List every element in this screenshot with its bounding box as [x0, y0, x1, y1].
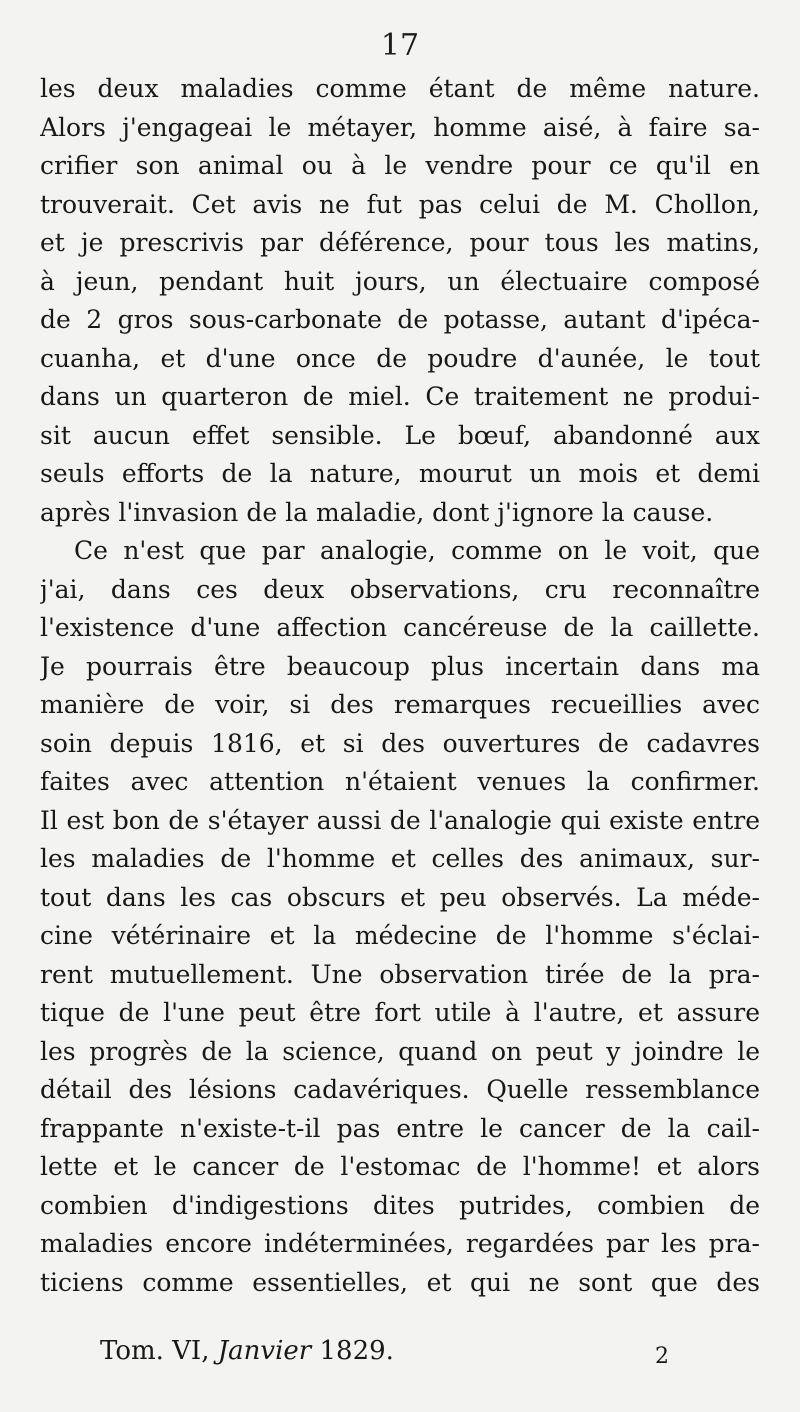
page-number: 17 — [380, 28, 420, 63]
text-line: Il est bon de s'étayer aussi de l'analogie qui existe entre — [40, 805, 760, 835]
text-line: tout dans les cas obscurs et peu observés. La méde- — [40, 882, 760, 912]
issue-year: 1829. — [319, 1336, 394, 1366]
text-line: à jeun, pendant huit jours, un électuaire composé — [40, 266, 760, 296]
text-line: frappante n'existe-t-il pas entre le cancer de la cail- — [40, 1113, 760, 1143]
text-line: l'existence d'une affection cancéreuse de la caillette. — [40, 613, 760, 642]
text-line: les progrès de la science, quand on peut y joindre le — [40, 1036, 760, 1066]
text-line: j'ai, dans ces deux observations, cru reconnaître — [40, 574, 760, 604]
text-line: détail des lésions cadavériques. Quelle ressemblance — [40, 1075, 760, 1104]
text-line: après l'invasion de la maladie, dont j'ignore la cause. — [40, 497, 714, 527]
text-line: combien d'indigestions dites putrides, combien de — [40, 1190, 760, 1220]
text-line: Alors j'engageai le métayer, homme aisé, à faire sa- — [40, 112, 760, 142]
text-line: Ce n'est que par analogie, comme on le voit, que — [74, 536, 760, 565]
text-line: trouverait. Cet avis ne fut pas celui de M. Chollon, — [40, 189, 760, 219]
text-line: rent mutuellement. Une observation tirée de la pra- — [40, 959, 760, 989]
text-line: crifier son animal ou à le vendre pour ce qu'il en — [40, 151, 760, 180]
text-line: lette et le cancer de l'estomac de l'homme! et alors — [40, 1152, 760, 1181]
text-line: cine vétérinaire et la médecine de l'homme s'éclai- — [40, 921, 760, 950]
volume-label: Tom. VI, — [100, 1336, 210, 1366]
text-line: ticiens comme essentielles, et qui ne sont que des — [40, 1267, 760, 1297]
text-line: maladies encore indéterminées, regardées par les pra- — [40, 1229, 760, 1258]
page-footer — [0, 1336, 800, 1376]
volume-signature — [100, 1336, 394, 1366]
text-line: les maladies de l'homme et celles des animaux, sur- — [40, 844, 760, 873]
text-line: seuls efforts de la nature, mourut un mois et demi — [40, 459, 760, 488]
text-line: de 2 gros sous-carbonate de potasse, autant d'ipéca- — [40, 305, 760, 334]
text-line: dans un quarteron de miel. Ce traitement ne produi- — [40, 382, 760, 411]
text-line: les deux maladies comme étant de même nature. — [40, 74, 760, 103]
text-line: soin depuis 1816, et si des ouvertures de cadavres — [40, 728, 760, 758]
body-text — [40, 70, 760, 1302]
text-line: et je prescrivis par déférence, pour tous les matins, — [40, 228, 760, 257]
issue-month: Janvier — [217, 1336, 312, 1366]
text-line: tique de l'une peut être fort utile à l'autre, et assure — [40, 998, 760, 1027]
text-line: sit aucun effet sensible. Le bœuf, abandonné aux — [40, 420, 760, 450]
text-line: Je pourrais être beaucoup plus incertain dans ma — [40, 651, 760, 681]
text-line: faites avec attention n'étaient venues la confirmer. — [40, 767, 760, 796]
text-line: cuanha, et d'une once de poudre d'aunée, le tout — [40, 343, 760, 373]
sheet-signature: 2 — [655, 1344, 669, 1369]
text-line: manière de voir, si des remarques recueillies avec — [40, 690, 760, 719]
